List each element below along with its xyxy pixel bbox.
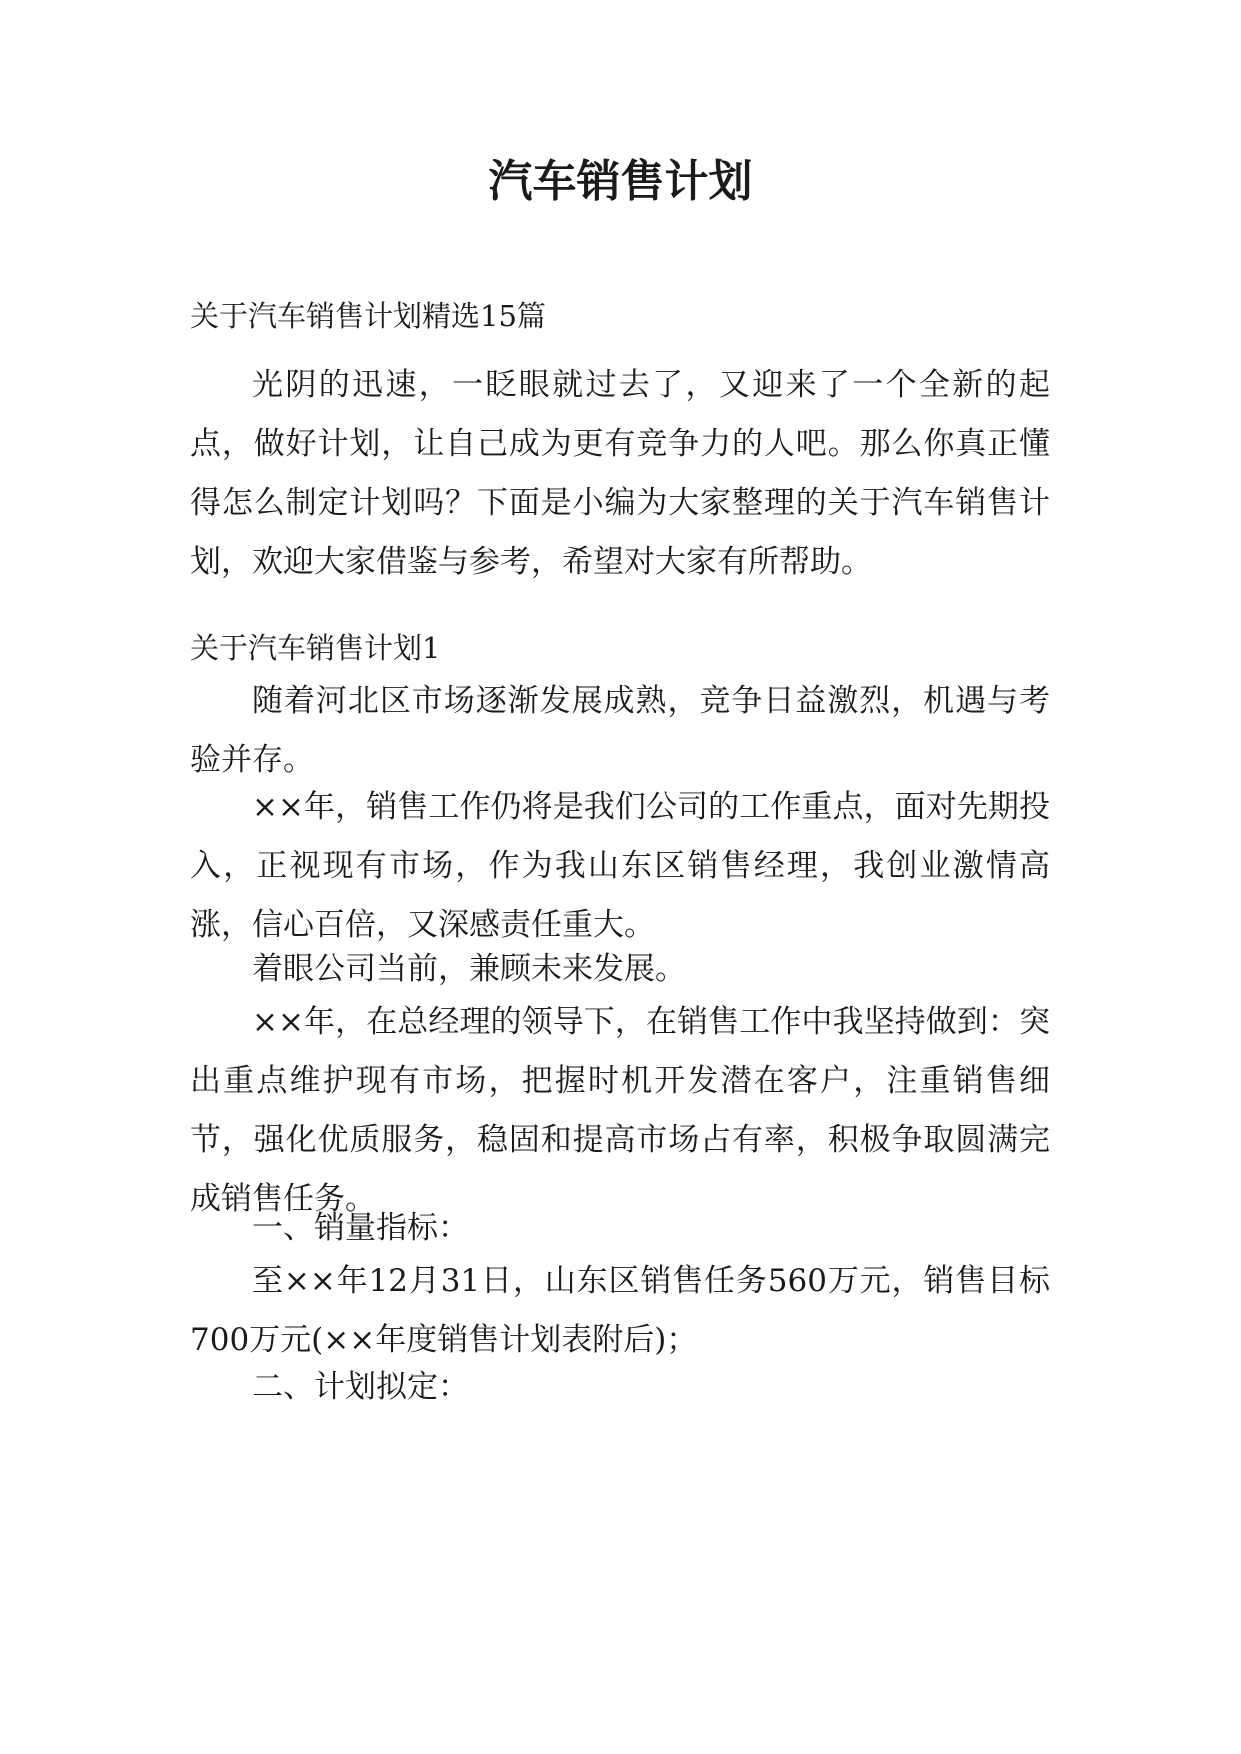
document-title: 汽车销售计划 [488,156,753,207]
body-paragraph: ××年，在总经理的领导下，在销售工作中我坚持做到：突出重点维护现有市场，把握时机开发潜在客户，注重销售细节，强化优质服务，稳固和提高市场占有率，积极争取圆满完成销售任务。 [190,1004,1050,1217]
body-paragraph: 随着河北区市场逐渐发展成熟，竞争日益激烈，机遇与考验并存。 [190,683,1050,778]
section-heading: 关于汽车销售计划1 [190,631,441,665]
intro-paragraph: 光阴的迅速，一眨眼就过去了，又迎来了一个全新的起点，做好计划，让自己成为更有竞争力的人吧。那么你真正懂得怎么制定计划吗？下面是小编为大家整理的关于汽车销售计划，欢迎大家借鉴与参考，希望对大家有所帮助。 [190,367,1050,580]
document-subtitle: 关于汽车销售计划精选15篇 [190,299,546,333]
body-paragraph: 二、计划拟定： [252,1369,469,1405]
body-paragraph: 一、销量指标： [252,1210,469,1246]
body-paragraph: ××年，销售工作仍将是我们公司的工作重点，面对先期投入，正视现有市场，作为我山东区销售经理，我创业激情高涨，信心百倍，又深感责任重大。 [190,789,1050,943]
body-paragraph: 着眼公司当前，兼顾未来发展。 [252,951,686,987]
body-paragraph: 至××年12月31日，山东区销售任务560万元，销售目标700万元(××年度销售计划表附后)； [190,1263,1050,1358]
